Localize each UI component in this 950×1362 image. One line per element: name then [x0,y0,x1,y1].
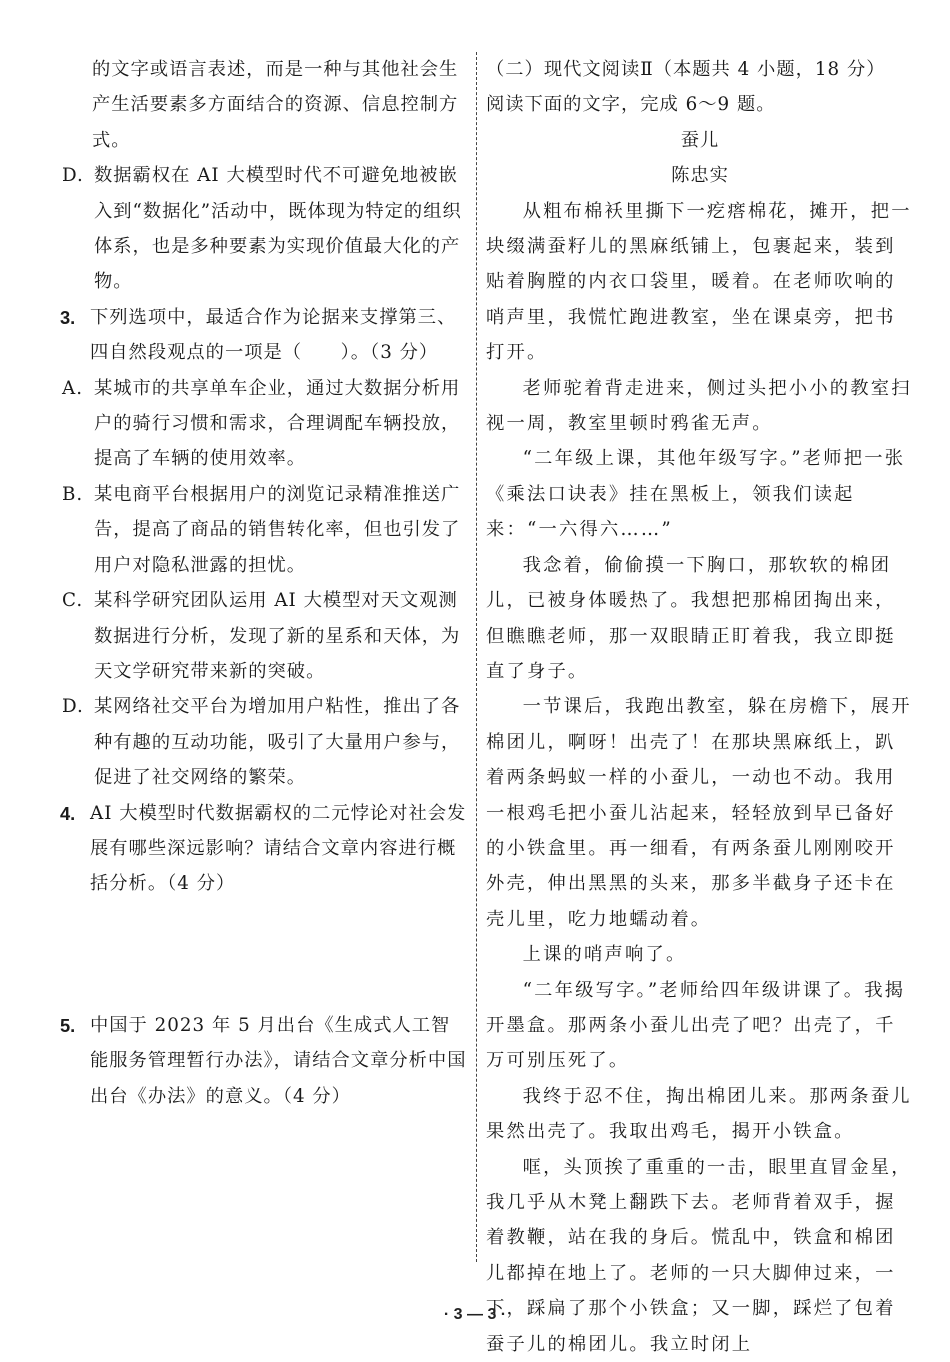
right-column [486,52,914,1362]
option-text: 数据霸权在 AI 大模型时代不可避免地被嵌入到“数据化”活动中，既体现为特定的组织体系，也是多种要素为实现价值最大化的产物。 [94,165,462,293]
page-number: · 3 — 3 · [443,1306,507,1323]
option-text: 某电商平台根据用户的浏览记录精准推送广告，提高了商品的销售转化率，但也引发了用户对隐私泄露的担忧。 [94,483,461,576]
question-number: 3. [60,306,76,328]
story-paragraph: 老师驼着背走进来，侧过头把小小的教室扫视一周，教室里顿时鸦雀无声。 [486,377,912,435]
story-paragraph: 上课的哨声响了。 [522,944,687,966]
question-3 [60,300,468,371]
story-body [486,194,914,1362]
option-label: C. [62,590,84,612]
option-b [60,477,468,583]
option-d [60,689,468,795]
story-paragraph: 一节课后，我跑出教室，躲在房檐下，展开棉团儿，啊呀！出壳了！在那块黑麻纸上，趴着两条蚂蚁一样的小蚕儿，一动也不动。我用一根鸡毛把小蚕儿沾起来，轻轻放到早已备好的小铁盒里。再一细看，有两条蚕儿刚刚咬开外壳，伸出黑黑的头来，那多半截身子还卡在壳儿里，吃力地蠕动着。 [486,696,912,930]
story-title: 蚕儿 [680,129,720,151]
option-a [60,371,468,477]
question-stem: AI 大模型时代数据霸权的二元悖论对社会发展有哪些深远影响？请结合文章内容进行概括分析。（4 分） [90,802,467,895]
story-author: 陈忠实 [671,165,729,187]
reading-instruction: 阅读下面的文字，完成 6～9 题。 [486,94,776,116]
section-title: （二）现代文阅读Ⅱ（本题共 4 小题，18 分） [486,59,886,80]
left-column [60,52,468,1114]
continued-option-text: 的文字或语言表述，而是一种与其他社会生产生活要素多方面结合的资源、信息控制方式。 [92,59,459,151]
question-number: 4. [60,802,76,824]
option-text: 某网络社交平台为增加用户粘性，推出了各种有趣的互动功能，吸引了大量用户参与，促进了社交网络的繁荣。 [94,696,461,789]
answer-space [60,902,468,1008]
option-label: B. [62,483,84,505]
story-paragraph: 我念着，偷偷摸一下胸口，那软软的棉团儿，已被身体暖热了。我想把那棉团掏出来，但瞧瞧老师，那一双眼睛正盯着我，我立即挺直了身子。 [486,554,896,682]
option-label: D. [62,696,84,718]
question-number: 5. [60,1014,76,1036]
story-paragraph: 从粗布棉袄里撕下一疙瘩棉花，摊开，把一块缀满蚕籽儿的黑麻纸铺上，包裹起来，装到贴着胸膛的内衣口袋里，暖着。在老师吹响的哨声里，我慌忙跑进教室，坐在课桌旁，把书打开。 [486,200,912,364]
story-paragraph: 哐，头顶挨了重重的一击，眼里直冒金星，我几乎从木凳上翻跌下去。老师背着双手，握着教鞭，站在我的身后。慌乱中，铁盒和棉团儿都掉在地上了。老师的一只大脚伸过来，一下，踩扁了那个小铁盒；又一脚，踩烂了包着蚕子儿的棉团儿。我立时闭上 [486,1156,912,1355]
option-label: D. [62,165,84,187]
option-label: A. [62,377,84,399]
option-d-previous [60,158,468,300]
question-4 [60,796,468,902]
question-stem: 下列选项中，最适合作为论据来支撑第三、四自然段观点的一项是（ ）。（3 分） [90,306,457,364]
question-5 [60,1008,468,1114]
story-paragraph: 我终于忍不住，掏出棉团儿来。那两条蚕儿果然出壳了。我取出鸡毛，揭开小铁盒。 [486,1085,912,1143]
story-paragraph: “二年级上课，其他年级写字。”老师把一张《乘法口诀表》挂在黑板上，领我们读起来：“一六得六……” [486,448,906,541]
question-stem: 中国于 2023 年 5 月出台《生成式人工智能服务管理暂行办法》，请结合文章分析中国出台《办法》的意义。（4 分） [90,1014,467,1107]
story-paragraph: “二年级写字。”老师给四年级讲课了。我揭开墨盒。那两条小蚕儿出壳了吧？出壳了，千万可别压死了。 [486,979,906,1072]
option-text: 某科学研究团队运用 AI 大模型对天文观测数据进行分析，发现了新的星系和天体，为天文学研究带来新的突破。 [94,590,461,682]
option-text: 某城市的共享单车企业，通过大数据分析用户的骑行习惯和需求，合理调配车辆投放，提高了车辆的使用效率。 [94,377,461,470]
option-c [60,583,468,689]
column-divider [476,52,477,1262]
